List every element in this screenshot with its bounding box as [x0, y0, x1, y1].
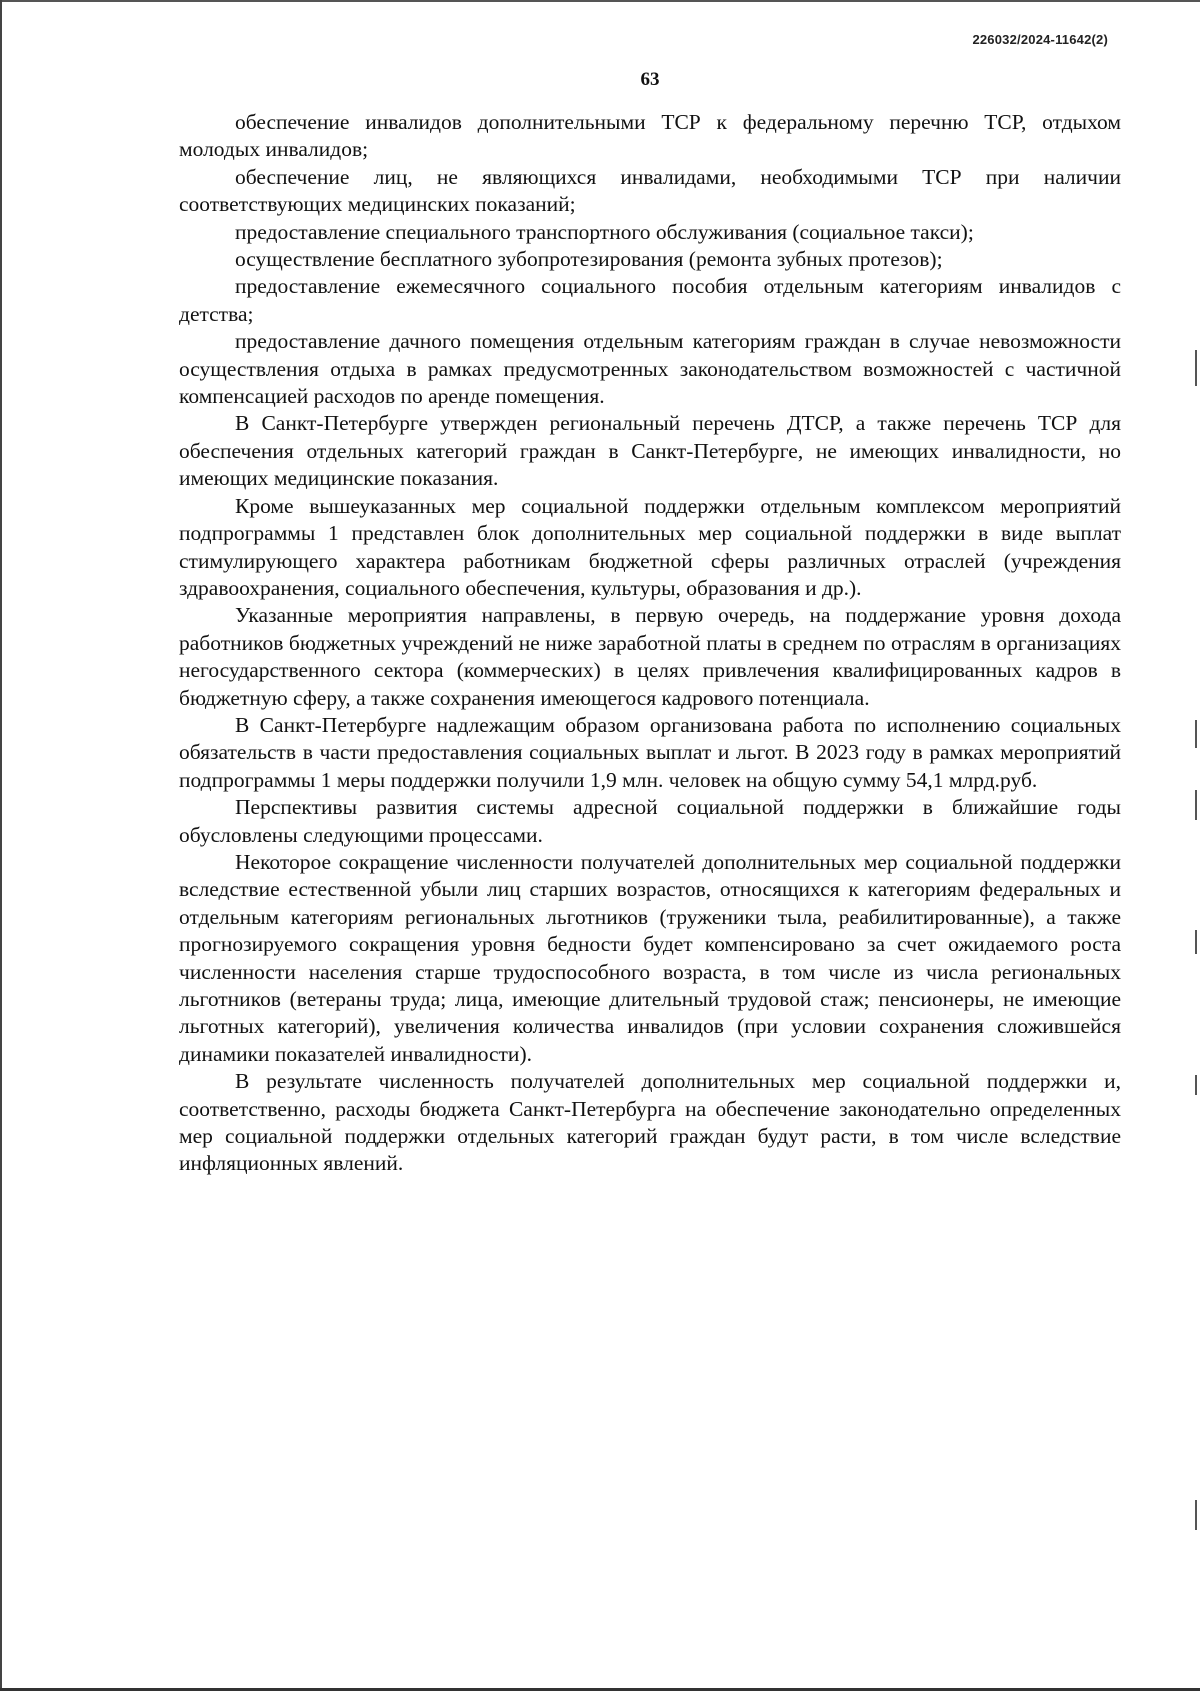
paragraph: В Санкт-Петербурге утвержден региональный перечень ДТСР, а также перечень ТСР для обеспечения отдельных категорий граждан в Санкт-Петербурге, не имеющих инвалидности, но имеющих медицинские показания. [179, 411, 1121, 491]
paragraph: В результате численность получателей дополнительных мер социальной поддержки и, соответственно, расходы бюджета Санкт-Петербурга на обеспечение законодательно определенных мер социальной поддержки отдельных категорий граждан будут расти, в том числе вследствие инфляционных явлений. [179, 1069, 1121, 1176]
paragraph: В Санкт-Петербурге надлежащим образом организована работа по исполнению социальных обязательств в части предоставления социальных выплат и льгот. В 2023 году в рамках мероприятий подпрограммы 1 меры поддержки получили 1,9 млн. человек на общую сумму 54,1 млрд.руб. [179, 712, 1121, 792]
paragraph: осуществление бесплатного зубопротезирования (ремонта зубных протезов); [235, 247, 943, 272]
paragraph: предоставление ежемесячного социального пособия отдельным категориям инвалидов с детства; [179, 274, 1121, 326]
scan-edge-mark [1195, 790, 1197, 820]
paragraph: обеспечение лиц, не являющихся инвалидами, необходимыми ТСР при наличии соответствующих медицинских показаний; [179, 164, 1121, 217]
document-body [179, 109, 1121, 1178]
scan-edge-mark [1195, 930, 1197, 954]
paragraph: обеспечение инвалидов дополнительными ТСР к федеральному перечню ТСР, отдыхом молодых инвалидов; [179, 110, 1121, 162]
paragraph: Указанные мероприятия направлены, в первую очередь, на поддержание уровня дохода работников бюджетных учреждений не ниже заработной платы в среднем по отраслям в организациях негосударственного сектора (коммерческих) в целях привлечения квалифицированных кадров в бюджетную сферу, а также сохранения имеющегося кадрового потенциала. [179, 603, 1121, 710]
scan-border-top [0, 0, 1200, 2]
paragraph: предоставление дачного помещения отдельным категориям граждан в случае невозможности осуществления отдыха в рамках предусмотренных законодательством возможностей с частичной компенсацией расходов по аренде помещения. [179, 329, 1121, 409]
paragraph: Кроме вышеуказанных мер социальной поддержки отдельным комплексом мероприятий подпрограммы 1 представлен блок дополнительных мер социальной поддержки в виде выплат стимулирующего характера работникам бюджетной сферы различных отраслей (учреждения здравоохранения, социального обеспечения, культуры, образования и др.). [179, 493, 1121, 600]
scan-edge-mark [1195, 1075, 1197, 1095]
paragraph: Перспективы развития системы адресной социальной поддержки в ближайшие годы обусловлены следующими процессами. [179, 795, 1121, 847]
scan-border-left [0, 0, 2, 1691]
document-registration-number: 226032/2024-11642(2) [972, 32, 1108, 47]
scan-edge-mark [1195, 350, 1197, 386]
scan-edge-mark [1195, 720, 1197, 748]
paragraph: предоставление специального транспортного обслуживания (социальное такси); [235, 219, 974, 244]
paragraph: Некоторое сокращение численности получателей дополнительных мер социальной поддержки вследствие естественной убыли лиц старших возрастов, относящихся к категориям федеральных и отдельным категориям региональных льготников (труженики тыла, реабилитированные), а также прогнозируемого сокращения уровня бедности будет компенсировано за счет ожидаемого роста численности населения старше трудоспособного возраста, в том числе из числа региональных льготников (ветераны труда; лица, имеющие длительный трудовой стаж; пенсионеры, не имеющие льготных категорий), увеличения количества инвалидов (при условии сохранения сложившейся динамики показателей инвалидности). [179, 849, 1121, 1066]
scan-edge-mark [1195, 1500, 1197, 1530]
page-number: 63 [640, 69, 660, 90]
